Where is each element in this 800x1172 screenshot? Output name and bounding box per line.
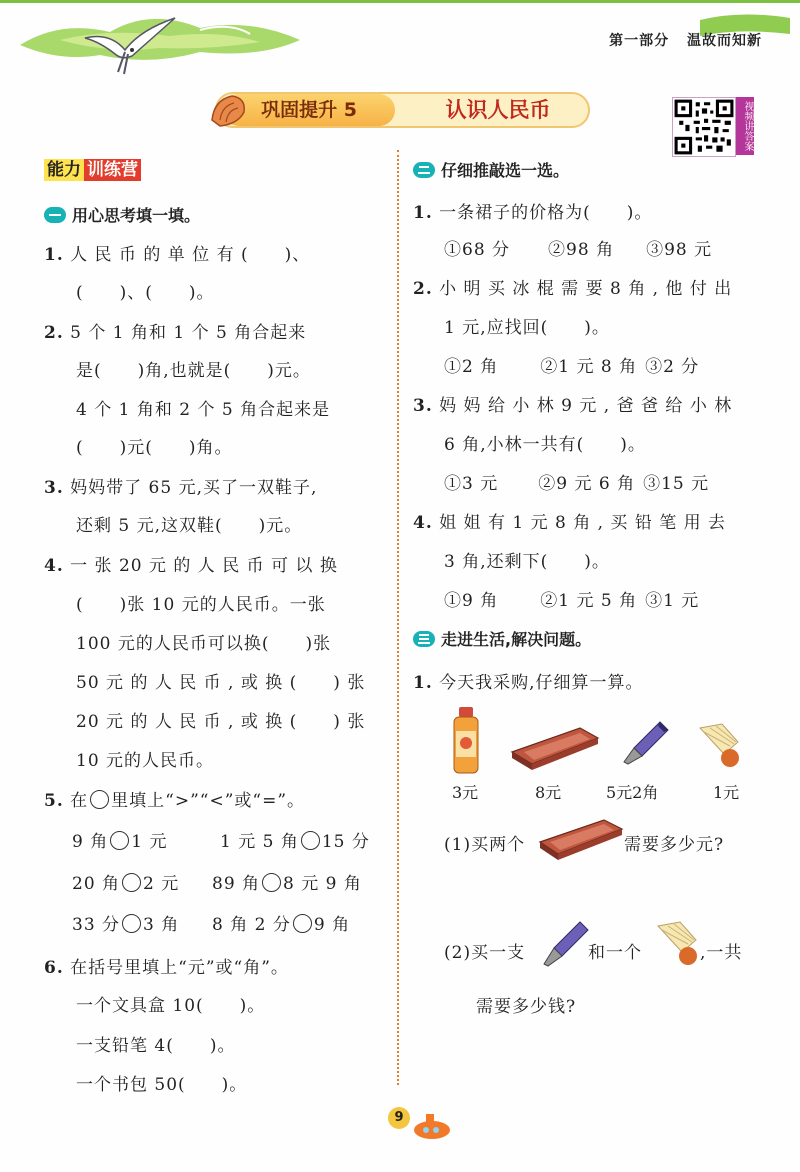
q6-number: 6. <box>44 958 64 978</box>
q5-r3-b: 3 角 <box>143 915 180 935</box>
s3-q1-number: 1. <box>413 673 433 693</box>
s2-q1-number: 1. <box>413 203 433 223</box>
q4-line-1 <box>44 551 338 576</box>
s2-q2-line-1 <box>413 274 732 299</box>
q6-head: 在括号里填上“元”或“角”。 <box>70 958 289 978</box>
q6-line-2: 一个文具盒 10( )。 <box>76 996 266 1016</box>
pencil-box-icon <box>510 722 600 772</box>
q5-row-3 <box>72 910 179 935</box>
conch-shell-icon <box>208 90 248 130</box>
q5-row-1 <box>72 827 167 852</box>
sub1-text-b: 需要多少元? <box>624 835 725 855</box>
q4-line-2: ( )张 10 元的人民币。一张 <box>76 595 326 615</box>
sub2-text-a: (2)买一支 <box>444 943 526 963</box>
s2-q3-line-1 <box>413 391 732 416</box>
submarine-icon <box>412 1108 452 1142</box>
option-3[interactable]: ③98 元 <box>646 240 713 260</box>
header-subtitle: 温故而知新 <box>687 33 762 49</box>
shuttlecock-icon <box>652 920 702 970</box>
s3-q1-line-1 <box>413 668 644 693</box>
q5-number: 5. <box>44 791 64 811</box>
section-2-heading <box>413 158 569 181</box>
q6-line-1 <box>44 953 289 978</box>
s2-q2-number: 2. <box>413 279 433 299</box>
q5-r1-c: 1 元 5 角 <box>220 832 299 852</box>
s2-q1-line-1 <box>413 198 652 223</box>
tag-part2: 训练营 <box>84 159 141 181</box>
q1-text-1: 人 民 币 的 单 位 有 ( )、 <box>70 245 311 265</box>
q4-line-4: 50 元 的 人 民 币 , 或 换 ( ) 张 <box>76 673 366 693</box>
tag-part1: 能力 <box>44 159 84 181</box>
price-shuttlecock: 1元 <box>713 783 740 802</box>
q1-number: 1. <box>44 245 64 265</box>
q3-number: 3. <box>44 478 64 498</box>
q1-line-1 <box>44 240 310 265</box>
q5-r3-c: 8 角 2 分 <box>212 915 291 935</box>
q5-head-a: 在 <box>70 791 89 811</box>
q4-line-5: 20 元 的 人 民 币 , 或 换 ( ) 张 <box>76 712 366 732</box>
price-pen: 5元2角 <box>606 783 659 802</box>
s2-q3-line-2: 6 角,小林一共有( )。 <box>444 435 646 455</box>
column-divider <box>397 150 399 1085</box>
q3-text-1: 妈妈带了 65 元,买了一双鞋子, <box>70 478 318 498</box>
s2-q4-text-1: 姐 姐 有 1 元 8 角 , 买 铅 笔 用 去 <box>439 513 727 533</box>
q2-line-2: 是( )角,也就是( )元。 <box>76 361 311 381</box>
training-tag <box>44 155 141 180</box>
s2-q3-options <box>444 469 709 494</box>
compare-circle-icon[interactable] <box>301 831 320 850</box>
s2-q3-number: 3. <box>413 396 433 416</box>
q1-line-2: ( )、( )。 <box>76 283 215 303</box>
q3-line-1 <box>44 473 317 498</box>
fountain-pen-icon <box>540 918 590 970</box>
option-1[interactable]: ①2 角 <box>444 357 499 377</box>
q5-line-1 <box>44 786 305 811</box>
sub2-text-d: 需要多少钱? <box>476 997 577 1017</box>
header-section-label <box>609 30 762 50</box>
s2-q1-text: 一条裙子的价格为( )。 <box>439 203 653 223</box>
option-2[interactable]: ②98 角 <box>548 240 615 260</box>
q2-line-1 <box>44 318 306 343</box>
price-pencil-box: 8元 <box>535 783 562 802</box>
lesson-title: 认识人民币 <box>445 98 551 122</box>
section-3-heading-text: 走进生活,解决问题。 <box>441 630 592 649</box>
qr-caption: 视频讲答案 <box>736 97 754 155</box>
option-3[interactable]: ③1 元 <box>645 591 700 611</box>
qr-code-icon[interactable] <box>672 97 736 157</box>
compare-circle-icon[interactable] <box>293 914 312 933</box>
fountain-pen-icon <box>620 718 670 768</box>
s2-q3-text-1: 妈 妈 给 小 林 9 元 , 爸 爸 给 小 林 <box>439 396 733 416</box>
q5-r1-a: 9 角 <box>72 832 109 852</box>
q6-line-3: 一支铅笔 4( )。 <box>76 1036 236 1056</box>
q2-line-3: 4 个 1 角和 2 个 5 角合起来是 <box>76 400 331 420</box>
s2-q2-line-2: 1 元,应找回( )。 <box>444 318 610 338</box>
seagull-icon <box>80 10 180 80</box>
q5-row-3b <box>212 910 350 935</box>
option-1[interactable]: ①9 角 <box>444 591 499 611</box>
s2-q4-options <box>444 586 699 611</box>
section-1-heading-text: 用心思考填一填。 <box>72 206 201 225</box>
q5-head-b: 里填上“>”“<”或“=”。 <box>111 791 306 811</box>
s2-q1-options <box>444 235 712 260</box>
compare-circle-icon <box>90 790 109 809</box>
q5-r2-c: 89 角 <box>212 874 261 894</box>
q4-line-6: 10 元的人民币。 <box>76 751 215 771</box>
s3-q1-text: 今天我采购,仔细算一算。 <box>439 673 644 693</box>
pencil-box-icon <box>538 814 624 862</box>
q5-r2-d: 8 元 9 角 <box>283 874 362 894</box>
q4-number: 4. <box>44 556 64 576</box>
q2-line-4: ( )元( )角。 <box>76 438 233 458</box>
compare-circle-icon[interactable] <box>110 831 129 850</box>
section-3-heading <box>413 627 591 650</box>
s2-q4-line-2: 3 角,还剩下( )。 <box>444 552 610 572</box>
section-2-badge-icon <box>413 162 435 178</box>
q5-row-2b <box>212 869 362 894</box>
s2-q2-options <box>444 352 699 377</box>
option-3[interactable]: ③2 分 <box>645 357 700 377</box>
section-2-heading-text: 仔细推敲选一选。 <box>441 161 570 180</box>
option-2[interactable]: ②1 元 5 角 <box>540 591 638 611</box>
section-3-badge-icon <box>413 631 435 647</box>
sub1-text-a: (1)买两个 <box>444 835 526 855</box>
q5-r3-a: 33 分 <box>72 915 121 935</box>
q5-r2-a: 20 角 <box>72 874 121 894</box>
sub2-text-c: ,一共 <box>700 943 743 963</box>
compare-circle-icon[interactable] <box>122 914 141 933</box>
s2-q4-line-1 <box>413 508 726 533</box>
shuttlecock-icon <box>694 722 744 772</box>
q5-r1-d: 15 分 <box>321 832 370 852</box>
q5-r1-b: 1 元 <box>131 832 168 852</box>
compare-circle-icon[interactable] <box>122 873 141 892</box>
price-drink: 3元 <box>452 783 479 802</box>
page-number: 9 <box>388 1107 410 1129</box>
q6-line-4: 一个书包 50( )。 <box>76 1075 248 1095</box>
q2-text-1: 5 个 1 角和 1 个 5 角合起来 <box>70 323 307 343</box>
s2-q2-text-1: 小 明 买 冰 棍 需 要 8 角 , 他 付 出 <box>439 279 733 299</box>
s2-q4-number: 4. <box>413 513 433 533</box>
drink-bottle-icon <box>448 705 484 777</box>
sub2-text-b: 和一个 <box>588 943 642 963</box>
q5-row-2 <box>72 869 179 894</box>
q2-number: 2. <box>44 323 64 343</box>
option-3[interactable]: ③15 元 <box>643 474 710 494</box>
lesson-number: 巩固提升 5 <box>223 94 395 126</box>
section-1-heading <box>44 203 200 226</box>
option-1[interactable]: ①68 分 <box>444 240 511 260</box>
section-1-badge-icon <box>44 207 66 223</box>
q5-r2-b: 2 元 <box>143 874 180 894</box>
option-2[interactable]: ②9 元 6 角 <box>538 474 636 494</box>
q5-r3-d: 9 角 <box>313 915 351 935</box>
q5-row-1b <box>220 827 370 852</box>
lesson-title-bar <box>215 92 590 128</box>
q4-text-1: 一 张 20 元 的 人 民 币 可 以 换 <box>70 556 338 576</box>
q3-line-2: 还剩 5 元,这双鞋( )元。 <box>76 516 303 536</box>
option-2[interactable]: ②1 元 8 角 <box>540 357 638 377</box>
header-part: 第一部分 <box>609 33 670 49</box>
compare-circle-icon[interactable] <box>262 873 281 892</box>
option-1[interactable]: ①3 元 <box>444 474 499 494</box>
q4-line-3: 100 元的人民币可以换( )张 <box>76 634 332 654</box>
